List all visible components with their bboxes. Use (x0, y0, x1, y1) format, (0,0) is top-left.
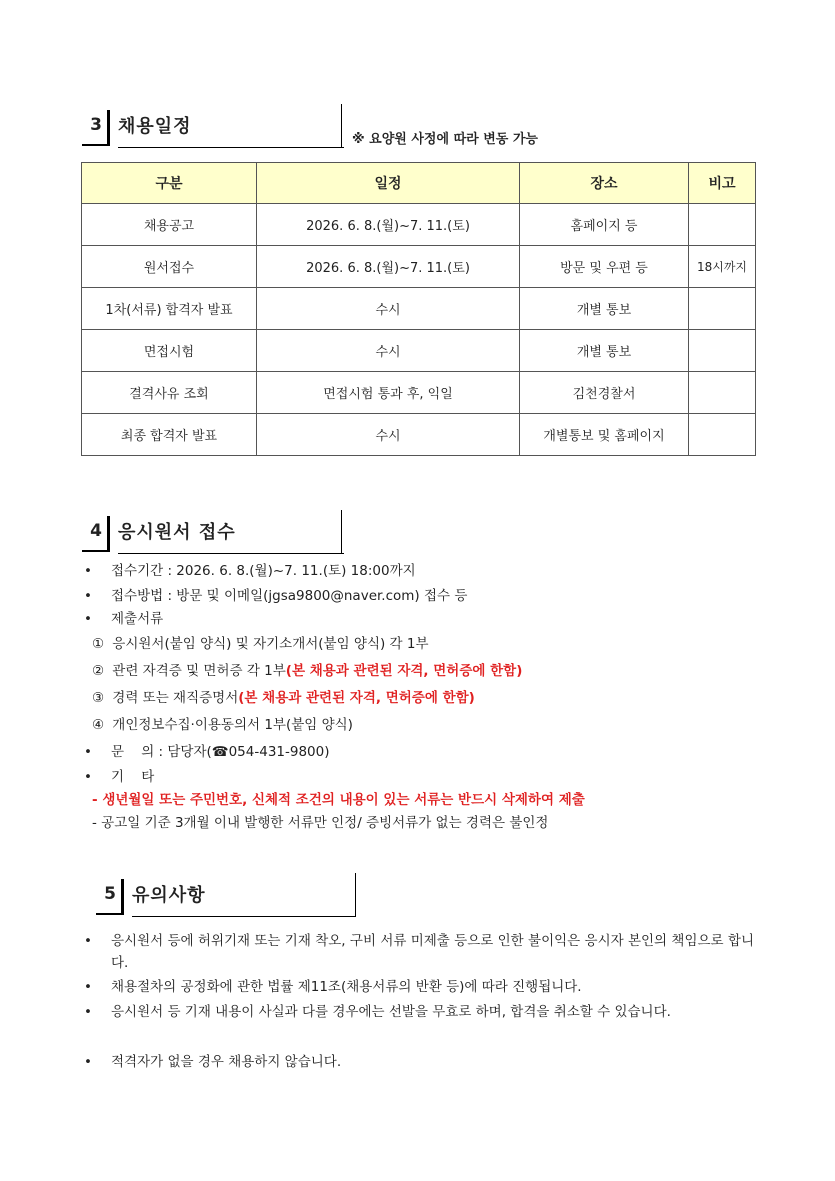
notice-text: 응시원서 등에 허위기재 또는 기재 착오, 구비 서류 미제출 등으로 인한 불이익은 응시자 본인의 책임으로 합니다. (111, 933, 754, 971)
cell-schedule: 수시 (257, 414, 520, 456)
circled-number: ② (92, 663, 105, 679)
cell-category: 1차(서류) 합격자 발표 (82, 288, 257, 330)
notice-text: 채용절차의 공정화에 관한 법률 제11조(채용서류의 반환 등)에 따라 진행됩니다. (111, 979, 582, 995)
bullet: • (84, 744, 92, 760)
section-title: 응시원서 접수 (118, 522, 236, 543)
cell-place: 김천경찰서 (520, 372, 689, 414)
cell-remarks: 18시까지 (689, 246, 756, 288)
contact-value: : 담당자(☎054-431-9800) (158, 744, 330, 760)
application-details (84, 560, 764, 834)
cell-place: 개별 통보 (520, 288, 689, 330)
heading-right-line (355, 873, 356, 917)
list-item (84, 976, 754, 998)
list-item (84, 741, 764, 763)
doc-text: 관련 자격증 및 면허증 각 1부 (112, 663, 286, 679)
dash: - (92, 815, 97, 831)
section-5-heading (96, 873, 358, 917)
doc-text: 개인정보수집·이용동의서 1부(붙임 양식) (112, 717, 353, 733)
table-row (82, 204, 756, 246)
cell-place: 개별 통보 (520, 330, 689, 372)
cell-schedule: 2026. 6. 8.(월)~7. 11.(토) (257, 246, 520, 288)
table-row (82, 246, 756, 288)
bullet: • (84, 588, 92, 604)
header-place: 장소 (520, 163, 689, 204)
method-text: 접수방법 : 방문 및 이메일(jgsa9800@naver.com) 접수 등 (111, 588, 468, 604)
list-item (84, 930, 754, 974)
cell-remarks (689, 330, 756, 372)
etc-text: 공고일 기준 3개월 이내 발행한 서류만 인정/ 증빙서류가 없는 경력은 불인정 (101, 815, 549, 831)
contact-label: 문 의 (111, 744, 155, 760)
heading-right-line (341, 510, 342, 554)
doc-item (84, 687, 764, 709)
etc-item (84, 812, 764, 834)
header-schedule: 일정 (257, 163, 520, 204)
list-item (84, 766, 764, 788)
doc-item (84, 714, 764, 736)
list-item (84, 608, 764, 630)
table-row (82, 414, 756, 456)
doc-item (84, 660, 764, 682)
notice-text: 응시원서 등 기재 내용이 사실과 다를 경우에는 선발을 무효로 하며, 합격을 취소할 수 있습니다. (111, 1004, 671, 1020)
list-item (84, 585, 764, 607)
cell-remarks (689, 372, 756, 414)
section-title: 채용일정 (118, 116, 192, 137)
cell-remarks (689, 288, 756, 330)
table-row (82, 330, 756, 372)
docs-label: 제출서류 (111, 611, 164, 627)
schedule-note: ※ 요양원 사정에 따라 변동 가능 (352, 132, 538, 147)
heading-underline (118, 553, 344, 554)
bullet: • (84, 979, 92, 995)
cell-place: 홈페이지 등 (520, 204, 689, 246)
doc-note-red: (본 채용과 관련된 자격, 면허증에 한함) (238, 690, 475, 706)
doc-text: 경력 또는 재직증명서 (112, 690, 239, 706)
list-item (84, 1051, 754, 1073)
bullet: • (84, 563, 92, 579)
circled-number: ③ (92, 690, 105, 706)
table-header-row (82, 163, 756, 204)
circled-number: ① (92, 636, 105, 652)
doc-item (84, 633, 764, 655)
heading-underline (132, 916, 356, 917)
section-number: 4 (82, 510, 110, 552)
cell-remarks (689, 414, 756, 456)
notice-text: 적격자가 없을 경우 채용하지 않습니다. (111, 1054, 342, 1070)
cell-category: 최종 합격자 발표 (82, 414, 257, 456)
dash: - (92, 792, 98, 808)
table-row (82, 288, 756, 330)
section-title: 유의사항 (132, 885, 206, 906)
doc-note-red: (본 채용과 관련된 자격, 면허증에 한함) (285, 663, 523, 679)
heading-right-line (341, 104, 342, 148)
cell-place: 개별통보 및 홈페이지 (520, 414, 689, 456)
section-number: 3 (82, 104, 110, 146)
section-4-heading (82, 510, 344, 554)
section-number: 5 (96, 873, 124, 915)
cell-category: 채용공고 (82, 204, 257, 246)
cell-schedule: 수시 (257, 330, 520, 372)
cell-schedule: 수시 (257, 288, 520, 330)
cell-place: 방문 및 우편 등 (520, 246, 689, 288)
etc-item (84, 789, 764, 811)
schedule-table (81, 162, 756, 456)
cell-remarks (689, 204, 756, 246)
etc-label: 기 타 (111, 769, 155, 785)
cell-category: 결격사유 조회 (82, 372, 257, 414)
cell-category: 원서접수 (82, 246, 257, 288)
cell-schedule: 2026. 6. 8.(월)~7. 11.(토) (257, 204, 520, 246)
bullet: • (84, 1054, 92, 1070)
section-3-heading (82, 104, 344, 148)
cell-category: 면접시험 (82, 330, 257, 372)
header-category: 구분 (82, 163, 257, 204)
bullet: • (84, 769, 92, 785)
doc-text: 응시원서(붙임 양식) 및 자기소개서(붙임 양식) 각 1부 (112, 636, 429, 652)
list-item (84, 1001, 754, 1023)
list-item (84, 560, 764, 582)
circled-number: ④ (92, 717, 105, 733)
period-text: 접수기간 : 2026. 6. 8.(월)~7. 11.(토) 18:00까지 (111, 563, 416, 579)
cell-schedule: 면접시험 통과 후, 익일 (257, 372, 520, 414)
bullet: • (84, 933, 92, 949)
header-remarks: 비고 (689, 163, 756, 204)
heading-underline (118, 147, 344, 148)
bullet: • (84, 1004, 92, 1020)
table-row (82, 372, 756, 414)
etc-text-red: 생년월일 또는 주민번호, 신체적 조건의 내용이 있는 서류는 반드시 삭제하여 제출 (102, 792, 585, 808)
bullet: • (84, 611, 92, 627)
